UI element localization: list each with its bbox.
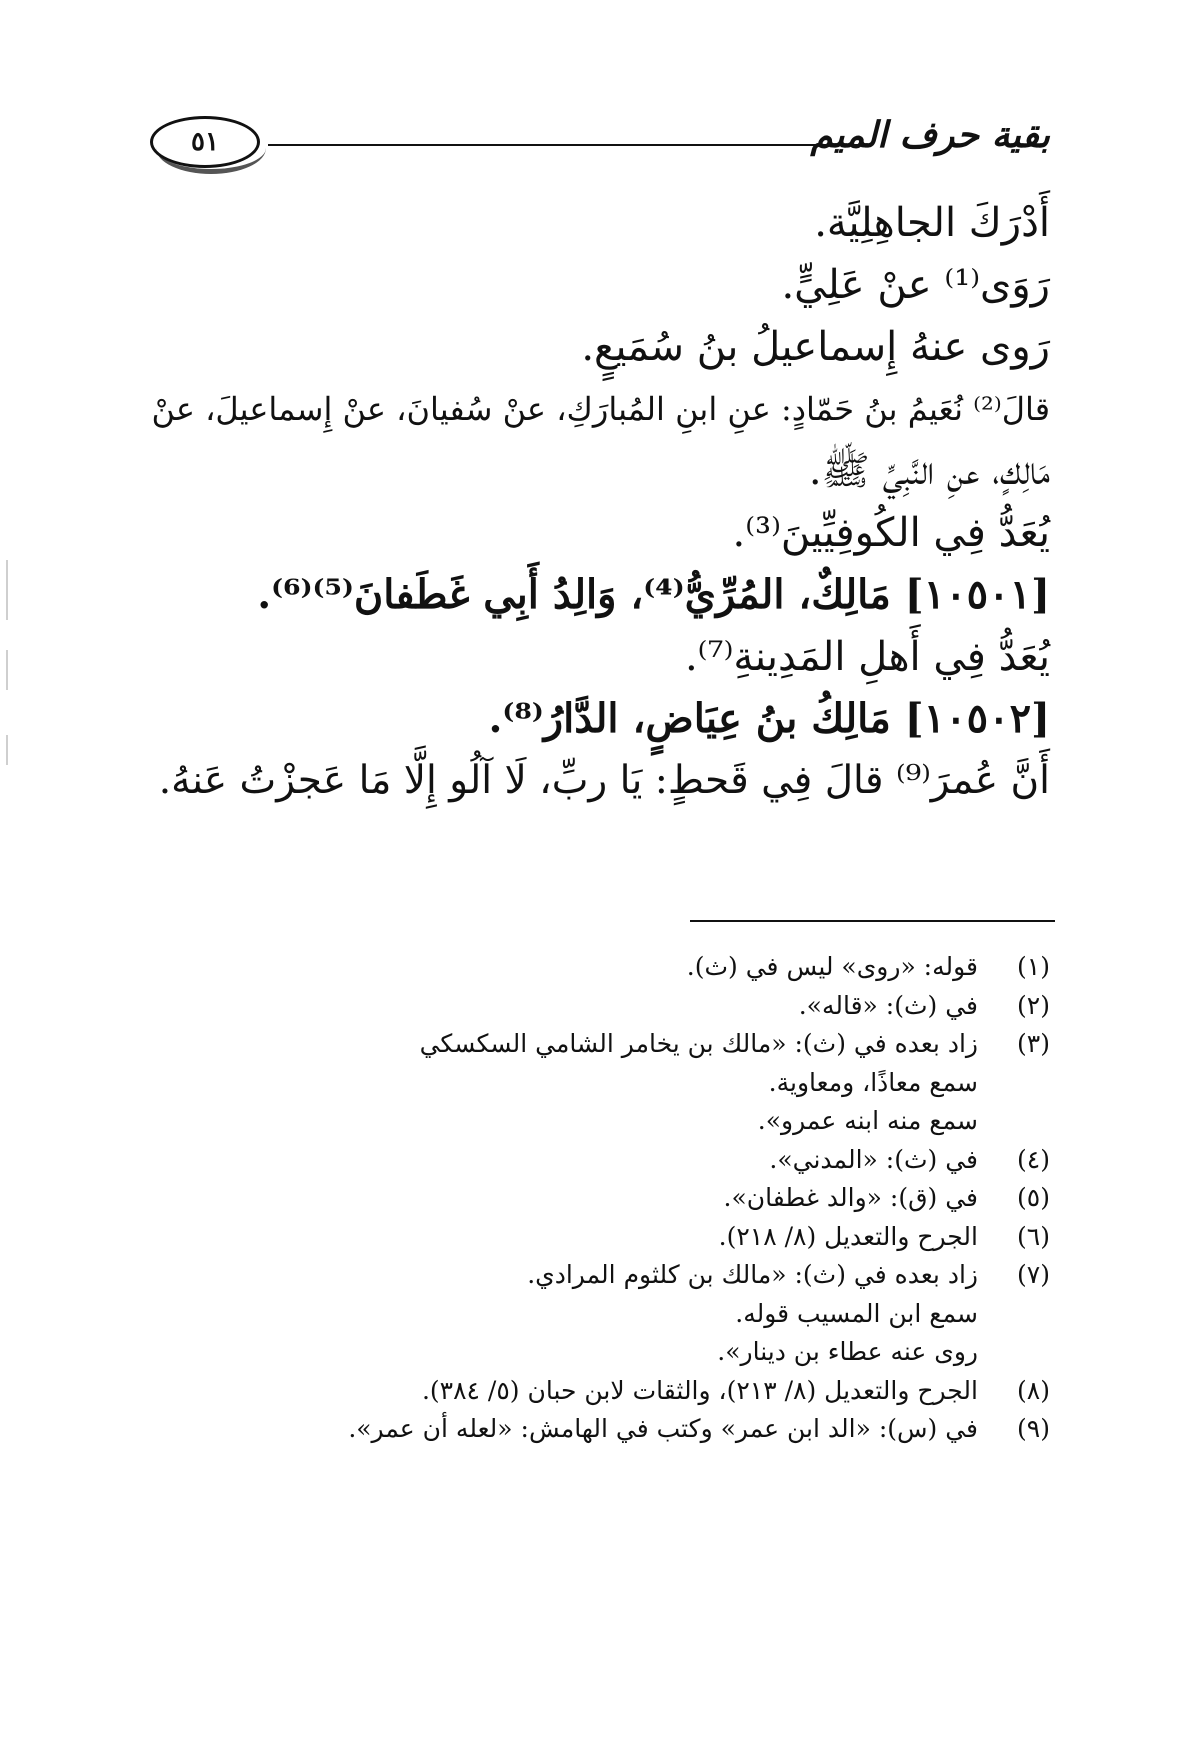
footnote [150, 1410, 1050, 1449]
footnote-divider [690, 920, 1055, 922]
text-line: رَوَى⁽¹⁾ عنْ عَلِيٍّ. [781, 262, 1050, 308]
page-number: ٥١ [191, 127, 219, 157]
footnote [150, 1179, 1050, 1218]
footnote-text: في (س): «الد ابن عمر» وكتب في الهامش: «لعله أن عمر». [348, 1414, 978, 1443]
text-line: قالَ⁽²⁾ نُعَيمُ بنُ حَمّادٍ: عنِ ابنِ المُبارَكِ، عنْ سُفيانَ، عنْ إِسماعيلَ، عنْ [151, 390, 1050, 428]
footnote [150, 1372, 1050, 1411]
footnote-number: (٢) [1017, 990, 1050, 1020]
footnote-text: قوله: «روى» ليس في (ث). [686, 952, 978, 981]
footnote-number: (٥) [1017, 1183, 1050, 1212]
footnote-text: في (ث): «قاله». [798, 990, 978, 1020]
footnote-text: زاد بعده في (ث): «مالك بن كلثوم المرادي. [527, 1260, 978, 1289]
footnote-continuation: سمع منه ابنه عمرو». [757, 1106, 978, 1135]
footnote-number: (٣) [1017, 1029, 1050, 1058]
footnote-number: (٨) [1017, 1375, 1050, 1405]
footnote [150, 1256, 1050, 1295]
page-number-oval [150, 116, 260, 168]
text-line: أَنَّ عُمرَ⁽⁹⁾ قالَ فِي قَحطٍ: يَا ربِّ، لَا آلُو إِلَّا مَا عَجزْتُ عَنهُ. [158, 758, 1050, 803]
entry-heading-line: [١٠٥٠١] مَالِكٌ، المُرِّيُّ⁽⁴⁾، وَالِدُ أَبِي غَطَفانَ⁽⁵⁾⁽⁶⁾. [257, 571, 1050, 618]
scan-edge-mark [6, 560, 8, 620]
footnote-number: (٦) [1017, 1221, 1050, 1251]
footnote-continuation: روى عنه عطاء بن دينار». [717, 1337, 978, 1366]
footnotes [150, 948, 1050, 1449]
footnote-number: (٩) [1017, 1414, 1050, 1443]
scan-edge-mark [6, 735, 8, 765]
footnote-text: الجرح والتعديل (٨/ ٢١٨). [718, 1221, 978, 1251]
header-rule [268, 144, 860, 146]
scan-edge-mark [6, 650, 8, 690]
entry-heading-line: [١٠٥٠٢] مَالِكُ بنُ عِيَاضٍ، الدَّارُ⁽⁸⁾. [488, 695, 1050, 742]
footnote [150, 1141, 1050, 1180]
footnote-text: في (ث): «المدني». [769, 1144, 978, 1174]
footnote-continuation: سمع معاذًا، ومعاوية. [768, 1067, 978, 1097]
footnote [150, 1025, 1050, 1064]
text-line: مَالِكٍ، عنِ النَّبِيِّ ﷺ. [808, 448, 1050, 494]
text-line: رَوى عنهُ إِسماعيلُ بنُ سُمَيعٍ. [581, 324, 1050, 370]
main-text [150, 192, 1050, 812]
text-line: يُعَدُّ فِي أَهلِ المَدِينةِ⁽⁷⁾. [684, 634, 1050, 680]
footnote [150, 1218, 1050, 1257]
footnote-number: (١) [1017, 952, 1050, 981]
page-header [150, 112, 1050, 182]
text-line: يُعَدُّ فِي الكُوفِيِّينَ⁽³⁾. [732, 510, 1050, 556]
footnote [150, 948, 1050, 987]
footnote-number: (٤) [1017, 1144, 1050, 1174]
footnote-continuation: سمع ابن المسيب قوله. [735, 1298, 978, 1328]
footnote [150, 987, 1050, 1026]
footnote-text: الجرح والتعديل (٨/ ٢١٣)، والثقات لابن حبان (٥/ ٣٨٤). [421, 1375, 978, 1405]
footnote-text: زاد بعده في (ث): «مالك بن يخامر الشامي السكسكي [419, 1029, 978, 1058]
text-line: أَدْرَكَ الجاهِلِيَّة. [814, 200, 1050, 246]
footnote-number: (٧) [1017, 1260, 1050, 1289]
running-title: بقية حرف الميم [810, 114, 1050, 156]
footnote-text: في (ق): «والد غطفان». [723, 1183, 978, 1212]
